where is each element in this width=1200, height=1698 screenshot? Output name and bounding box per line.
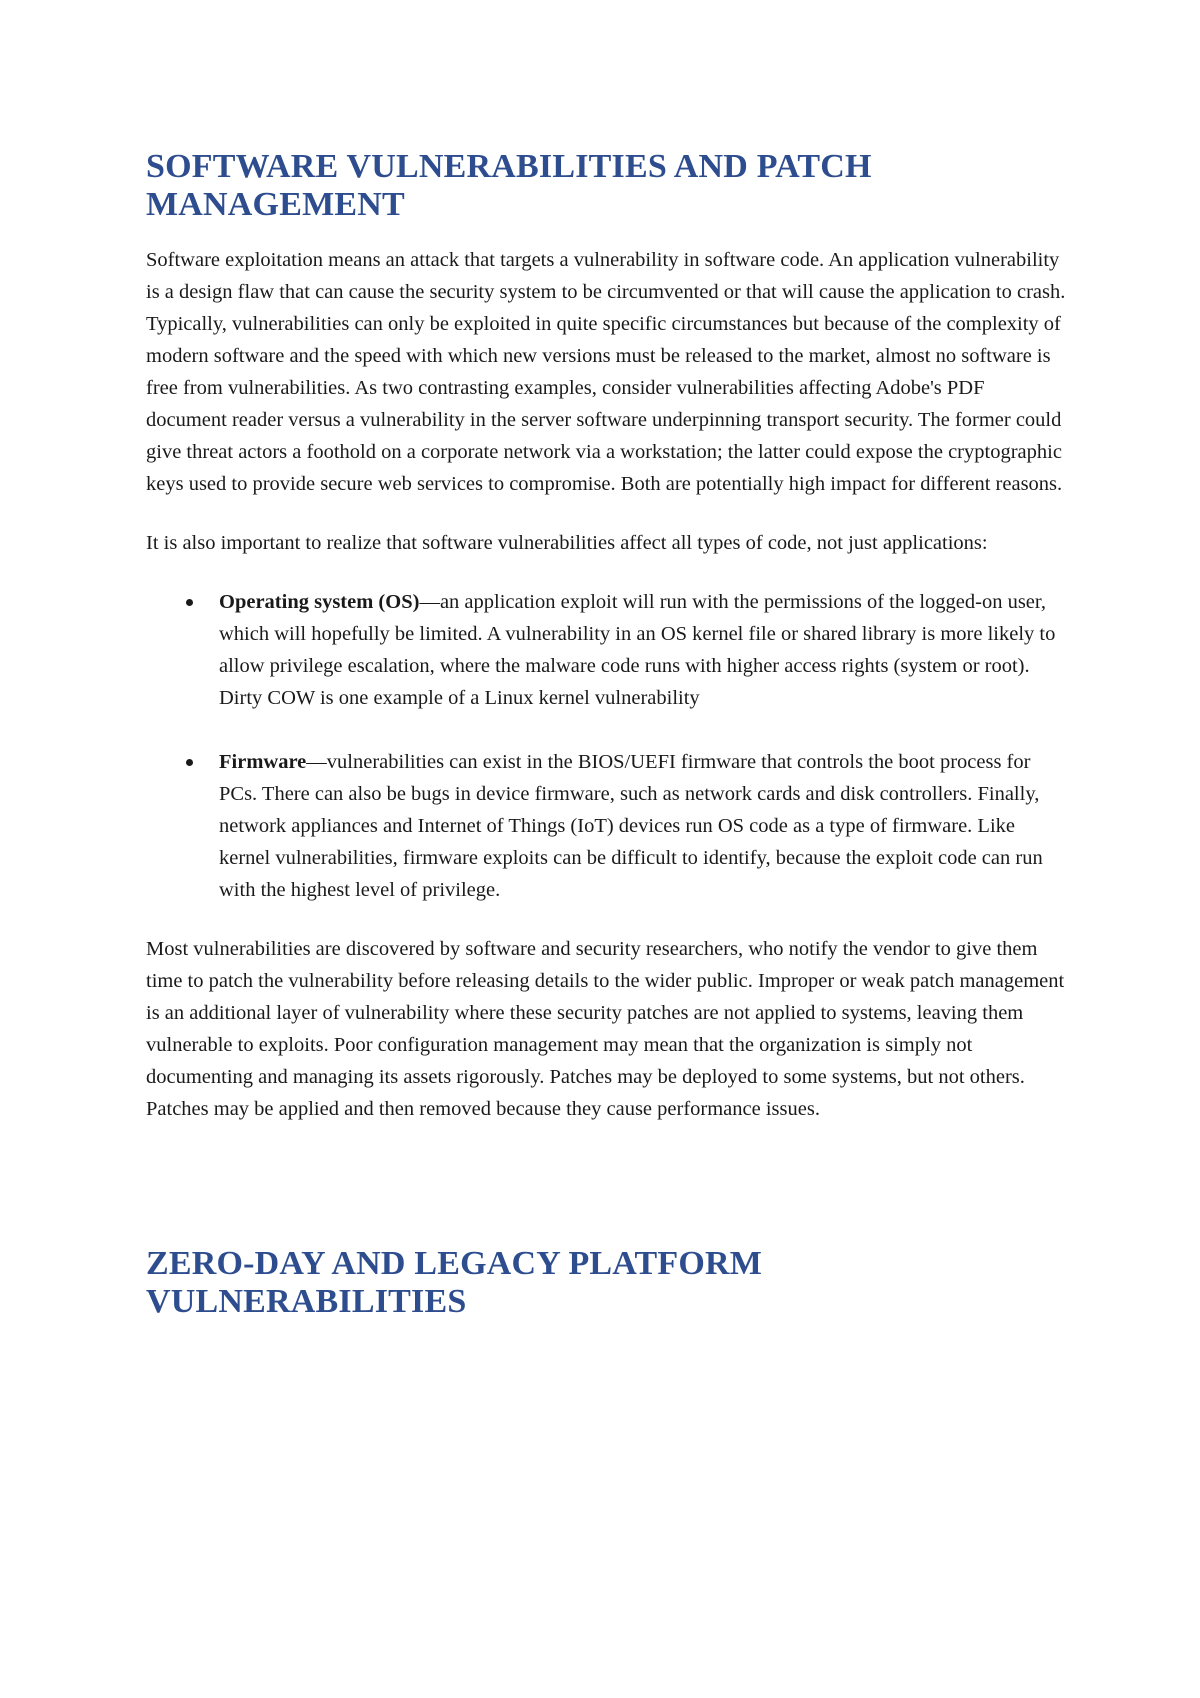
bullet-icon [186, 599, 193, 606]
section-heading-software-vulnerabilities: SOFTWARE VULNERABILITIES AND PATCH MANAGEMENT [146, 148, 872, 223]
document-page [146, 148, 1066, 1321]
list-item-text: —vulnerabilities can exist in the BIOS/UEFI firmware that controls the boot process for PCs. There can also be bugs in device firmware, such as network cards and disk controllers. Finally, network appliances and Internet of Things (IoT) devices run OS code as a type of firmware. Like kernel vulnerabilities, firmware exploits can be difficult to identify, because the exploit code can run with the highest level of privilege. [219, 751, 1043, 901]
intro-paragraph: Software exploitation means an attack that targets a vulnerability in software code. An application vulnerability is a design flaw that can cause the security system to be circumvented or that will cause the application to crash. Typically, vulnerabilities can only be exploited in quite specific circumstances but because of the complexity of modern software and the speed with which new versions must be released to the market, almost no software is free from vulnerabilities. As two contrasting examples, consider vulnerabilities affecting Adobe's PDF document reader versus a vulnerability in the server software underpinning transport security. The former could give threat actors a foothold on a corporate network via a workstation; the latter could expose the cryptographic keys used to provide secure web services to compromise. Both are potentially high impact for different reasons. [146, 249, 1066, 495]
bullet-icon [186, 759, 193, 766]
list-item-operating-system [146, 586, 1066, 714]
list-item-term: Firmware [219, 751, 307, 773]
list-item-text: —an application exploit will run with the permissions of the logged-on user, which will hopefully be limited. A vulnerability in an OS kernel file or shared library is more likely to allow privilege escalation, where the malware code runs with higher access rights (system or root). Dirty COW is one example of a Linux kernel vulnerability [219, 591, 1056, 709]
code-types-list [146, 586, 1066, 906]
list-item-term: Operating system (OS) [219, 591, 420, 613]
section-heading-zero-day: ZERO-DAY AND LEGACY PLATFORM VULNERABILITIES [146, 1245, 763, 1320]
closing-paragraph: Most vulnerabilities are discovered by software and security researchers, who notify the vendor to give them time to patch the vulnerability before releasing details to the wider public. Improper or weak patch management is an additional layer of vulnerability where these security patches are not applied to systems, leaving them vulnerable to exploits. Poor configuration management may mean that the organization is simply not documenting and managing its assets rigorously. Patches may be deployed to some systems, but not others. Patches may be applied and then removed because they cause performance issues. [146, 938, 1065, 1120]
list-item-firmware [146, 746, 1066, 906]
lead-in-paragraph: It is also important to realize that software vulnerabilities affect all types of code, not just applications: [146, 532, 988, 554]
